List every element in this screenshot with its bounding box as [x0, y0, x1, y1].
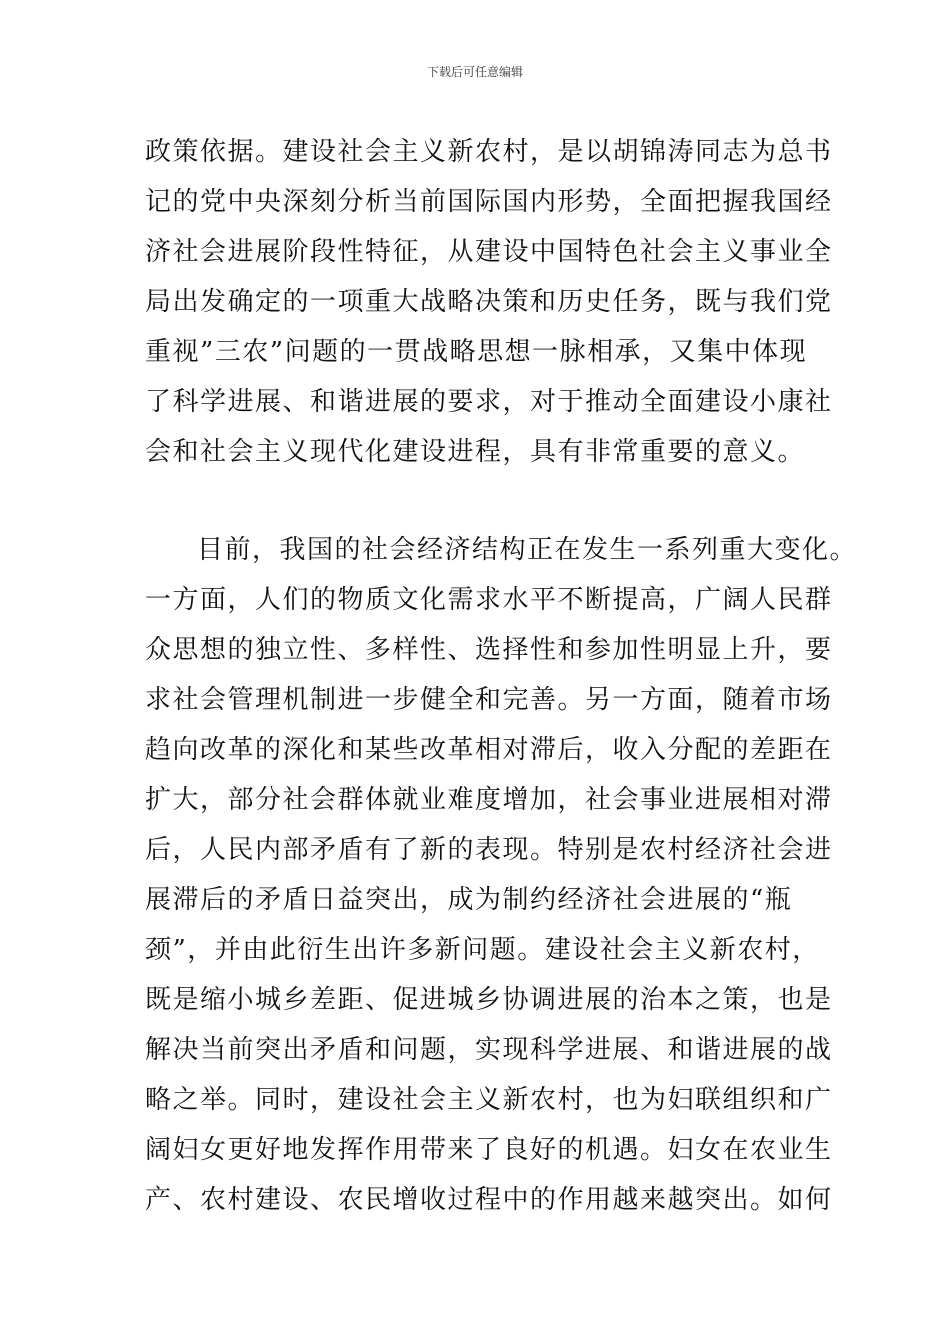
text-line: 扩大，部分社会群体就业难度增加，社会事业进展相对滞	[145, 785, 833, 815]
text-line: 趋向改革的深化和某些改革相对滞后，收入分配的差距在	[145, 735, 833, 765]
text-line: 众思想的独立性、多样性、选择性和参加性明显上升，要	[145, 635, 833, 665]
text-line: 展滞后的矛盾日益突出，成为制约经济社会进展的“瓶	[145, 885, 793, 915]
text-line: 既是缩小城乡差距、促进城乡协调进展的治本之策，也是	[145, 985, 833, 1015]
text-line: 略之举。同时，建设社会主义新农村，也为妇联组织和广	[145, 1085, 833, 1115]
text-line: 政策依据。建设社会主义新农村，是以胡锦涛同志为总书	[145, 137, 833, 167]
text-line: 重视”三农”问题的一贯战略思想一脉相承，又集中体现	[145, 337, 808, 367]
text-line: 了科学进展、和谐进展的要求，对于推动全面建设小康社	[145, 387, 833, 417]
text-line: 后，人民内部矛盾有了新的表现。特别是农村经济社会进	[145, 835, 833, 865]
text-line: 颈”，并由此衍生出许多新问题。建设社会主义新农村，	[145, 935, 820, 965]
text-line: 局出发确定的一项重大战略决策和历史任务，既与我们党	[145, 287, 833, 317]
text-line: 会和社会主义现代化建设进程，具有非常重要的意义。	[145, 437, 806, 467]
text-line: 产、农村建设、农民增收过程中的作用越来越突出。如何	[145, 1185, 833, 1215]
text-line: 阔妇女更好地发挥作用带来了良好的机遇。妇女在农业生	[145, 1135, 833, 1165]
text-line: 求社会管理机制进一步健全和完善。另一方面，随着市场	[145, 685, 833, 715]
text-line: 一方面，人们的物质文化需求水平不断提高，广阔人民群	[145, 585, 833, 615]
text-line: 目前，我国的社会经济结构正在发生一系列重大变化。	[197, 535, 858, 565]
text-line: 记的党中央深刻分析当前国际国内形势，全面把握我国经	[145, 187, 833, 217]
text-line: 济社会进展阶段性特征，从建设中国特色社会主义事业全	[145, 237, 833, 267]
text-line: 解决当前突出矛盾和问题，实现科学进展、和谐进展的战	[145, 1035, 833, 1065]
page-header: 下载后可任意编辑	[426, 65, 523, 79]
